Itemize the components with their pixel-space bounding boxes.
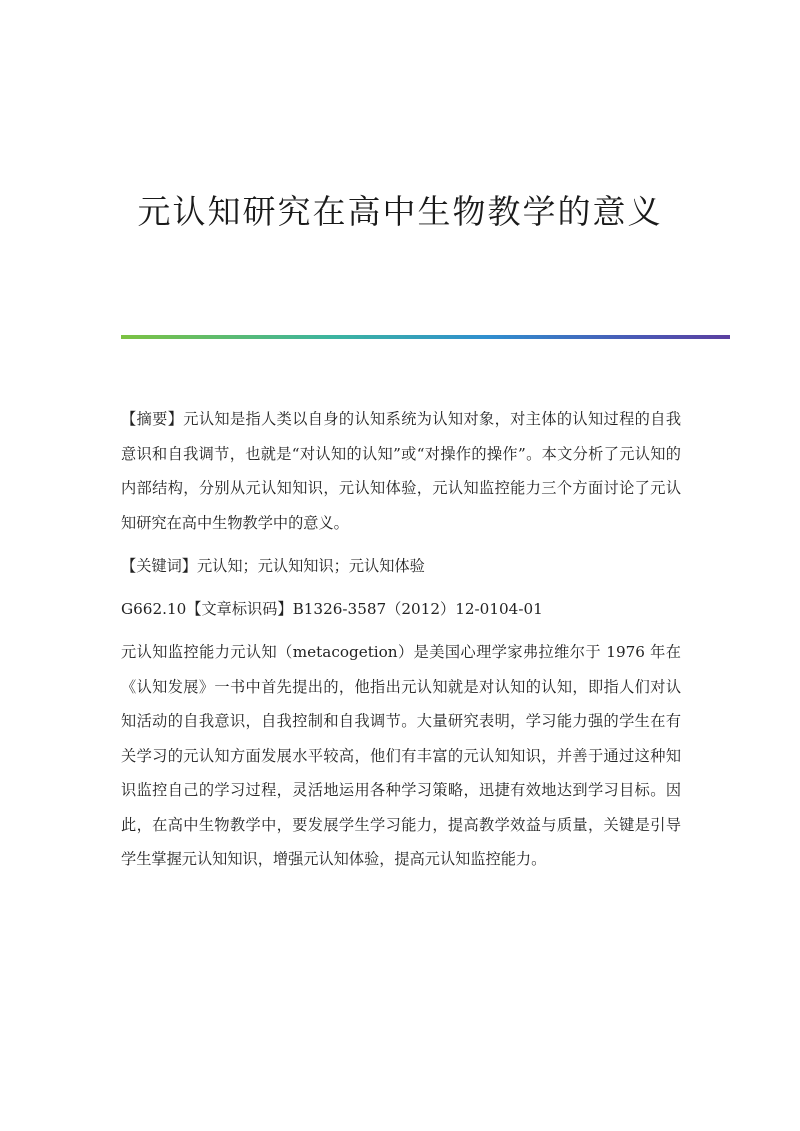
abstract-paragraph (121, 402, 681, 540)
keywords-line (121, 549, 681, 584)
abstract-label: 【摘要】 (121, 410, 184, 428)
document-body (121, 402, 681, 877)
title-divider (121, 335, 730, 339)
page-title: 元认知研究在高中生物教学的意义 (137, 192, 663, 231)
keywords-text: 元认知；元认知知识；元认知体验 (196, 557, 425, 575)
keywords-label: 【关键词】 (121, 557, 197, 575)
abstract-text: 元认知是指人类以自身的认知系统为认知对象，对主体的认知过程的自我意识和自我调节，也就是“对认知的认知”或“对操作的操作”。本文分析了元认知的内部结构，分别从元认知知识，元认知体验，元认知监控能力三个方面讨论了元认知研究在高中生物教学中的意义。 (121, 410, 682, 532)
classification-line: G662.10【文章标识码】B1326-3587（2012）12-0104-01 (121, 599, 543, 618)
body-paragraph: 元认知监控能力元认知（metacogetion）是美国心理学家弗拉维尔于 1976 年在《认知发展》一书中首先提出的，他指出元认知就是对认知的认知，即指人们对认知活动的自我意识，自我控制和自我调节。大量研究表明，学习能力强的学生在有关学习的元认知方面发展水平较高，他们有丰富的元认知知识，并善于通过这种知识监控自己的学习过程，灵活地运用各种学习策略，迅捷有效地达到学习目标。因此，在高中生物教学中，要发展学生学习能力，提高教学效益与质量，关键是引导学生掌握元认知知识，增强元认知体验，提高元认知监控能力。 (121, 643, 681, 868)
